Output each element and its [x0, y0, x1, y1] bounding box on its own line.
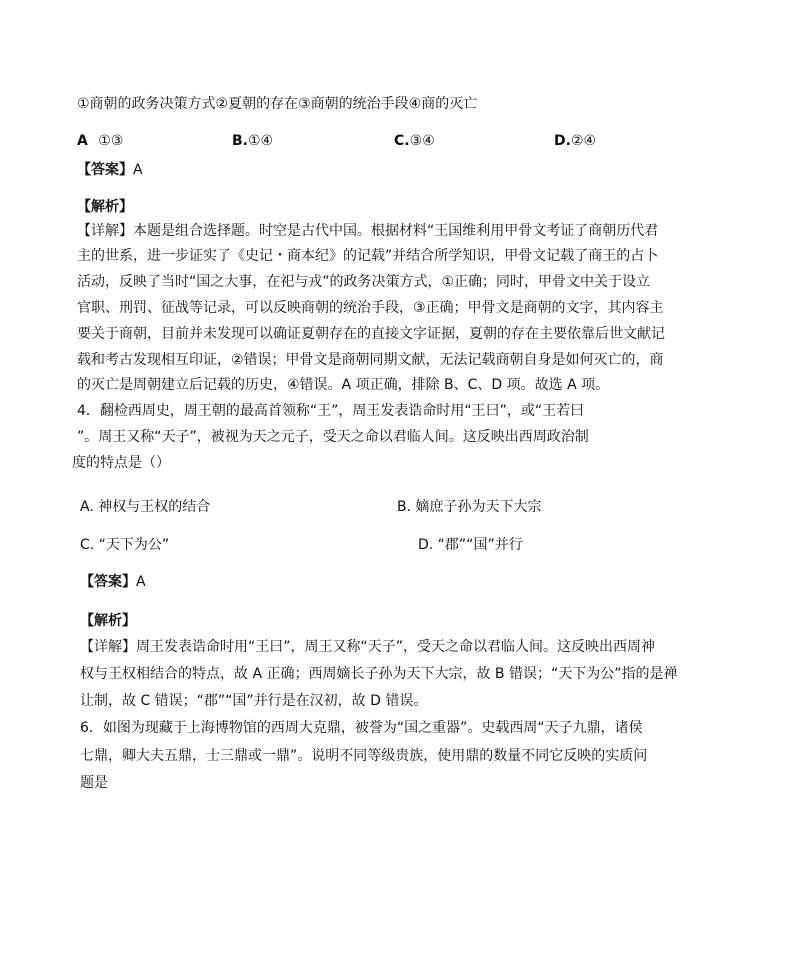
q4-detail-line: 【详解】周王发表诰命时用“王曰”，周王又称“天子”，受天之命以君临人间。这反映出西周神 [80, 639, 656, 655]
q3-detail-line: 官职、刑罚、征战等记录，可以反映商朝的统治手段，③正确；甲骨文是商朝的文字，其内容主 [77, 300, 664, 316]
q6-stem-line: 题是 [80, 775, 108, 791]
q4-stem-line: ”。周王又称“天子”，被视为天之元子，受天之命以君临人间。这反映出西周政治制 [77, 429, 589, 445]
q3-answer-value: A [133, 162, 143, 178]
q3-detail-line: 要关于商朝，目前并未发现可以确证夏朝存在的直接文字证据，夏朝的存在主要依靠后世文献记 [77, 326, 665, 342]
q3-option-c-letter: C. [394, 133, 410, 149]
q3-analysis-label: 【解析】 [77, 199, 133, 215]
q3-answer [77, 160, 143, 180]
q4-answer [80, 572, 146, 592]
q4-analysis-label: 【解析】 [80, 613, 136, 629]
q4-detail-line: 让制，故 C 错误；“郡”“国”并行是在汉初，故 D 错误。 [80, 693, 428, 709]
q3-option-d [554, 131, 596, 151]
q3-option-b [232, 131, 273, 151]
q3-option-d-letter: D. [554, 133, 571, 149]
q4-stem-line: 4．翻检西周史，周王朝的最高首领称“王”，周王发表诰命时用“王曰”，或“王若曰 [77, 403, 585, 419]
q3-option-b-text: ①④ [248, 133, 274, 149]
q3-detail-line: 的灭亡是周朝建立后记载的历史，④错误。A 项正确，排除 B、C、D 项。故选 A 项。 [77, 377, 610, 393]
q3-option-a [77, 131, 123, 151]
q3-option-a-text: ①③ [98, 133, 124, 149]
q3-choices: ①商朝的政务决策方式②夏朝的存在③商朝的统治手段④商的灭亡 [77, 96, 478, 112]
q4-option-c: C. “天下为公” [80, 537, 170, 553]
q3-option-b-letter: B. [232, 133, 248, 149]
q4-option-d: D. “郡”“国”并行 [418, 537, 523, 553]
q3-detail-line: 主的世系，进一步证实了《史记・商本纪》的记载”并结合所学知识，甲骨文记载了商王的占卜 [77, 248, 659, 264]
q4-answer-label: 【答案】 [80, 574, 136, 590]
q4-answer-value: A [136, 574, 146, 590]
q3-option-c [394, 131, 435, 151]
q4-option-a: A. 神权与王权的结合 [80, 499, 211, 515]
q3-detail-line: 【详解】本题是组合选择题。时空是古代中国。根据材料“王国维利用甲骨文考证了商朝历代君 [77, 223, 659, 239]
q6-stem-line: 6．如图为现藏于上海博物馆的西周大克鼎，被誉为“国之重器”。史载西周“天子九鼎，诸侯 [80, 720, 643, 736]
q3-option-d-text: ②④ [570, 133, 597, 149]
q4-option-b: B. 嫡庶子孙为天下大宗 [397, 499, 542, 515]
q4-detail-line: 权与王权相结合的特点，故 A 正确；西周嫡长子孙为天下大宗，故 B 错误；“天下为公”指的是禅 [80, 666, 678, 682]
q3-detail-line: 载和考古发现相互印证，②错误；甲骨文是商朝同期文献，无法记载商朝自身是如何灭亡的，商 [77, 352, 664, 368]
q3-answer-label: 【答案】 [77, 162, 133, 178]
q3-detail-line: 活动，反映了当时“国之大事，在祀与戎”的政务决策方式，①正确；同时，甲骨文中关于设立 [77, 274, 651, 290]
q6-stem-line: 七鼎，卿大夫五鼎，士三鼎或一鼎”。说明不同等级贵族，使用鼎的数量不同它反映的实质问 [80, 748, 648, 764]
q3-option-c-text: ③④ [409, 133, 435, 149]
q3-option-a-letter: A [77, 133, 88, 149]
q4-stem-line: 度的特点是（） [72, 455, 170, 471]
